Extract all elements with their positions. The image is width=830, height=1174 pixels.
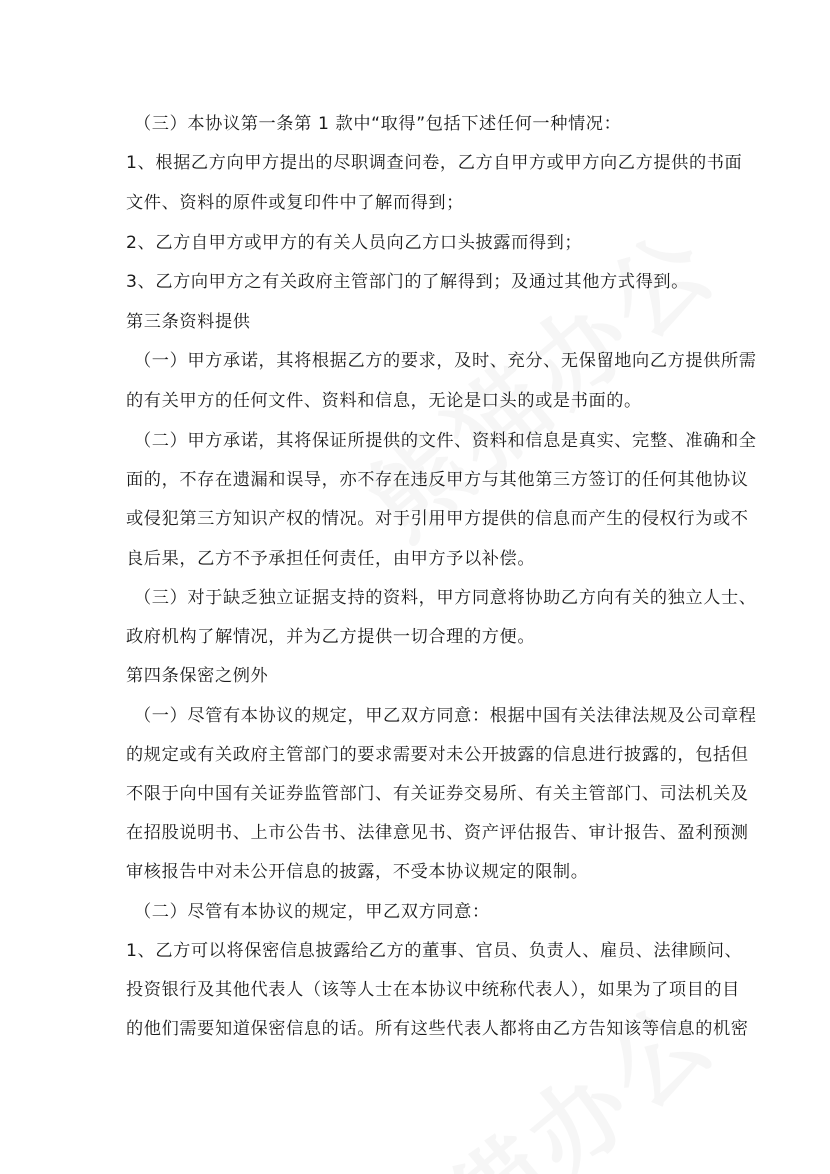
paragraph-line: （一）甲方承诺，其将根据乙方的要求，及时、充分、无保留地向乙方提供所需 — [134, 351, 757, 371]
paragraph-line: 不限于向中国有关证券监管部门、有关证券交易所、有关主管部门、司法机关及 — [126, 784, 749, 804]
paragraph-line: 投资银行及其他代表人（该等人士在本协议中统称代表人），如果为了项目的目 — [126, 980, 740, 1000]
paragraph-line: 文件、资料的原件或复印件中了解而得到； — [126, 193, 464, 213]
paragraph-line: 或侵犯第三方知识产权的情况。对于引用甲方提供的信息而产生的侵权行为或不 — [126, 509, 749, 529]
paragraph-line: 3、乙方向甲方之有关政府主管部门的了解得到；及通过其他方式得到。 — [126, 272, 689, 292]
paragraph-line: 面的，不存在遗漏和误导，亦不存在违反甲方与其他第三方签订的任何其他协议 — [126, 470, 749, 490]
paragraph-line: （二）甲方承诺，其将保证所提供的文件、资料和信息是真实、完整、准确和全 — [134, 431, 757, 451]
paragraph-line: 的有关甲方的任何文件、资料和信息，无论是口头的或是书面的。 — [126, 391, 642, 411]
paragraph-line: 的他们需要知道保密信息的话。所有这些代表人都将由乙方告知该等信息的机密 — [126, 1019, 749, 1039]
paragraph-line: （一）尽管有本协议的规定，甲乙双方同意：根据中国有关法律法规及公司章程 — [134, 706, 757, 726]
paragraph-line: 审核报告中对未公开信息的披露，不受本协议规定的限制。 — [126, 862, 589, 882]
paragraph-line: 良后果，乙方不予承担任何责任，由甲方予以补偿。 — [126, 549, 536, 569]
paragraph-line: 1、乙方可以将保密信息披露给乙方的董事、官员、负责人、雇员、法律顾问、 — [126, 941, 743, 961]
paragraph-line: 1、根据乙方向甲方提出的尽职调查问卷，乙方自甲方或甲方向乙方提供的书面 — [126, 153, 743, 173]
paragraph-line: （二）尽管有本协议的规定，甲乙双方同意： — [134, 902, 490, 922]
paragraph-line: （三）对于缺乏独立证据支持的资料，甲方同意将协助乙方向有关的独立人士、 — [134, 588, 757, 608]
paragraph-line: （三）本协议第一条第 1 款中“取得”包括下述任何一种情况： — [134, 114, 622, 134]
paragraph-line: 2、乙方自甲方或甲方的有关人员向乙方口头披露而得到； — [126, 233, 583, 253]
section-heading: 第四条保密之例外 — [126, 666, 269, 686]
section-heading: 第三条资料提供 — [126, 312, 251, 332]
paragraph-line: 在招股说明书、上市公告书、法律意见书、资产评估报告、审计报告、盈利预测 — [126, 823, 749, 843]
paragraph-line: 的规定或有关政府主管部门的要求需要对未公开披露的信息进行披露的，包括但 — [126, 745, 749, 765]
paragraph-line: 政府机构了解情况，并为乙方提供一切合理的方便。 — [126, 627, 536, 647]
